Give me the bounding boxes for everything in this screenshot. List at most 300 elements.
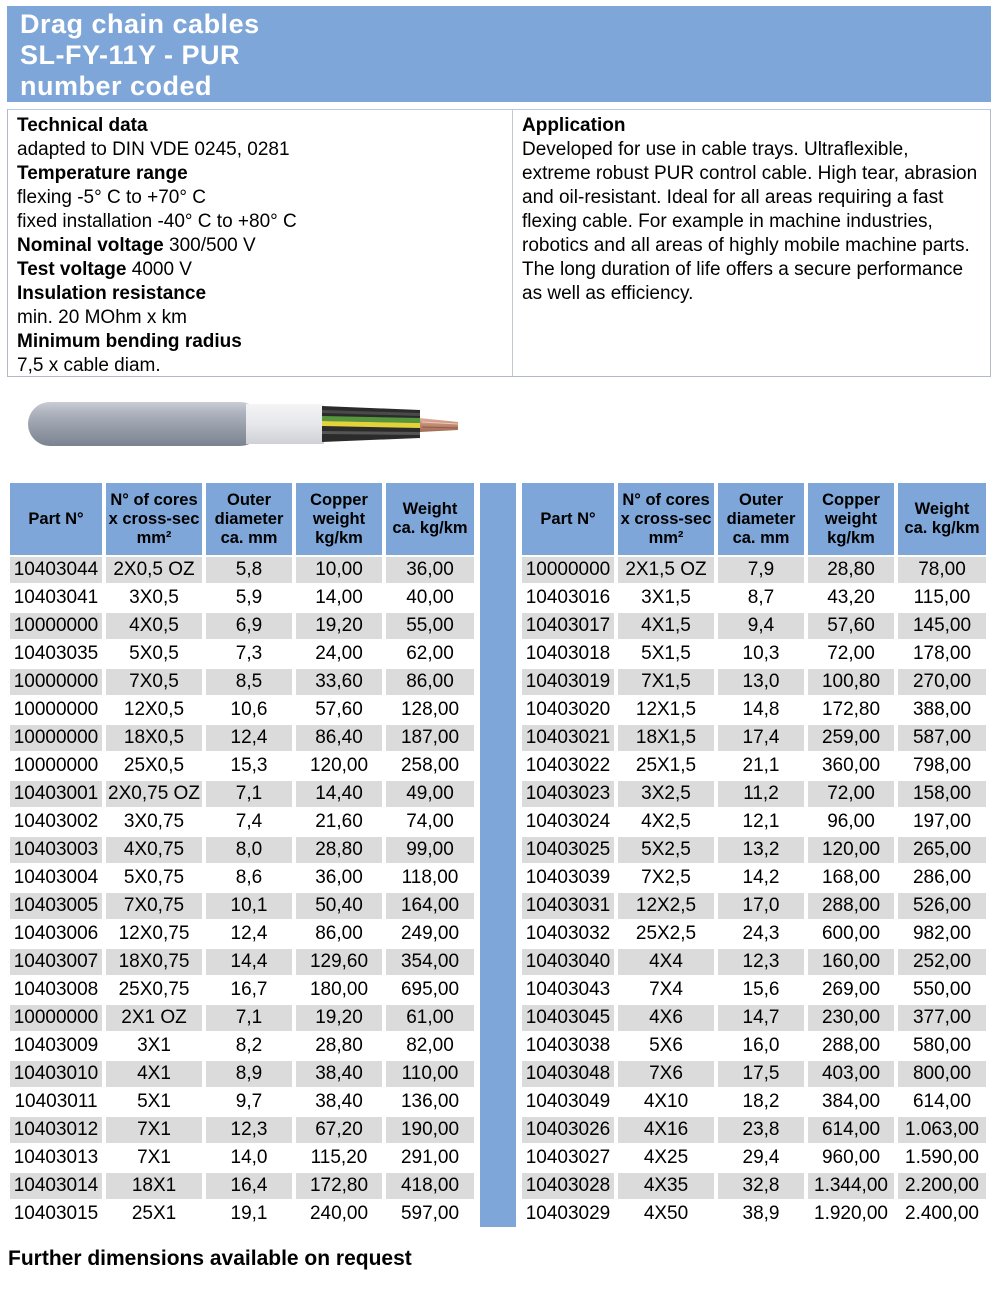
table-cell: 3X0,75: [123, 811, 185, 832]
table-cell: 10000000: [13, 699, 99, 720]
table-cell: 57,60: [808, 613, 894, 639]
table-cell: 9,4: [718, 613, 804, 639]
table-row: [10, 557, 474, 583]
table-cell: 10403023: [522, 781, 614, 807]
table-cell: 230,00: [808, 1005, 894, 1031]
table-row: [10, 1033, 474, 1059]
table-cell: 4X50: [643, 1203, 689, 1224]
table-cell: 1.920,00: [814, 1203, 888, 1224]
table-cell: 187,00: [386, 725, 474, 751]
table-cell: 38,40: [315, 1091, 363, 1112]
table-cell: 384,00: [821, 1091, 881, 1112]
table-cell: 115,20: [310, 1147, 368, 1168]
cable-copper-strands: [420, 418, 458, 432]
table-cell: 16,4: [206, 1173, 292, 1199]
table-cell: 10000000: [10, 725, 102, 751]
table-row: [10, 669, 474, 695]
table-cell: 10403005: [10, 893, 102, 919]
table-cell: 2X1 OZ: [106, 1005, 202, 1031]
table-row: [522, 585, 986, 611]
table-cell: 7X1: [106, 1117, 202, 1143]
table-row: [10, 1089, 474, 1115]
table-cell: 403,00: [808, 1061, 894, 1087]
table-cell: 10403043: [525, 979, 611, 1000]
header-cell: Part N°: [10, 483, 102, 555]
table-cell: 7X4: [649, 979, 683, 1000]
table-row: [522, 921, 986, 947]
header-row: [10, 483, 474, 555]
header-cell: Weight ca. kg/km: [386, 483, 474, 555]
table-row: [10, 1117, 474, 1143]
table-cell: 960,00: [821, 1147, 881, 1168]
table-cell: 14,0: [230, 1147, 268, 1168]
table-cell: 5X1: [137, 1091, 171, 1112]
table-cell: 120,00: [808, 837, 894, 863]
info-box: [7, 109, 991, 377]
table-cell: 4X1: [106, 1061, 202, 1087]
table-cell: 10,6: [230, 699, 268, 720]
table-cell: 10403039: [525, 867, 611, 888]
table-cell: 10403045: [522, 1005, 614, 1031]
table-row: [10, 725, 474, 751]
table-cell: 13,2: [718, 837, 804, 863]
table-cell: 19,20: [296, 613, 382, 639]
table-cell: 600,00: [821, 923, 881, 944]
table-cell: 158,00: [898, 781, 986, 807]
table-cell: 28,80: [296, 837, 382, 863]
table-cell: 72,00: [808, 781, 894, 807]
table-cell: 168,00: [821, 867, 881, 888]
table-cell: 61,00: [386, 1005, 474, 1031]
table-cell: 1.590,00: [905, 1147, 979, 1168]
table-cell: 12,3: [718, 949, 804, 975]
table-cell: 597,00: [400, 1203, 460, 1224]
table-cell: 86,00: [315, 923, 363, 944]
table-cell: 12X0,5: [123, 699, 185, 720]
table-cell: 5,8: [206, 557, 292, 583]
table-cell: 8,9: [206, 1061, 292, 1087]
tech-line: Technical data: [17, 115, 148, 136]
table-row: [522, 641, 986, 667]
table-cell: 5X6: [649, 1035, 683, 1056]
table-cell: 10403032: [525, 923, 611, 944]
table-cell: 18X0,5: [106, 725, 202, 751]
table-cell: 10403008: [13, 979, 99, 1000]
table-row: [10, 837, 474, 863]
table-cell: 10403016: [525, 587, 611, 608]
table-cell: 190,00: [386, 1117, 474, 1143]
table-cell: 14,40: [296, 781, 382, 807]
table-cell: 28,80: [808, 557, 894, 583]
table-row: [522, 1201, 986, 1227]
table-cell: 7X1,5: [618, 669, 714, 695]
table-cell: 3X2,5: [618, 781, 714, 807]
header-cell: Copper weight kg/km: [296, 483, 382, 555]
table-cell: 74,00: [406, 811, 454, 832]
table-cell: 12,3: [206, 1117, 292, 1143]
table-row: [522, 1061, 986, 1087]
table-row: [522, 977, 986, 1003]
table-cell: 259,00: [808, 725, 894, 751]
table-cell: 25X1,5: [635, 755, 697, 776]
table-cell: 25X2,5: [635, 923, 697, 944]
table-cell: 10403049: [525, 1091, 611, 1112]
table-row: [10, 753, 474, 779]
table-cell: 78,00: [898, 557, 986, 583]
spec-table-right: [518, 481, 990, 1229]
tech-line: min. 20 MOhm x km: [17, 307, 187, 328]
table-cell: 11,2: [718, 781, 804, 807]
table-cell: 5,9: [235, 587, 263, 608]
spec-table-left: [6, 481, 478, 1229]
table-cell: 270,00: [898, 669, 986, 695]
tech-line: adapted to DIN VDE 0245, 0281: [17, 139, 290, 160]
table-cell: 526,00: [898, 893, 986, 919]
table-cell: 10403009: [13, 1035, 99, 1056]
tech-line: Test voltage 4000 V: [17, 259, 192, 280]
table-cell: 10000000: [10, 669, 102, 695]
table-cell: 36,00: [315, 867, 363, 888]
table-row: [522, 1005, 986, 1031]
table-cell: 4X1,5: [618, 613, 714, 639]
table-cell: 258,00: [400, 755, 460, 776]
table-cell: 10403048: [522, 1061, 614, 1087]
table-cell: 17,0: [718, 893, 804, 919]
table-row: [10, 809, 474, 835]
table-cell: 2.400,00: [905, 1203, 979, 1224]
table-row: [10, 921, 474, 947]
table-cell: 15,6: [742, 979, 780, 1000]
table-cell: 10,00: [296, 557, 382, 583]
table-cell: 10403007: [10, 949, 102, 975]
footer-note: Further dimensions available on request: [8, 1247, 412, 1270]
cable-inner-sheath: [246, 404, 324, 444]
table-cell: 5X0,5: [129, 643, 179, 664]
table-cell: 3X0,5: [129, 587, 179, 608]
table-cell: 57,60: [315, 699, 363, 720]
table-cell: 2X1,5 OZ: [618, 557, 714, 583]
table-cell: 38,40: [296, 1061, 382, 1087]
table-cell: 7,9: [718, 557, 804, 583]
table-cell: 10403038: [525, 1035, 611, 1056]
table-cell: 7,4: [235, 811, 263, 832]
table-cell: 118,00: [401, 867, 459, 888]
table-cell: 33,60: [296, 669, 382, 695]
header-cell: N° of cores x cross-sec mm²: [106, 483, 202, 555]
table-cell: 29,4: [742, 1147, 780, 1168]
table-cell: 10403035: [13, 643, 99, 664]
table-cell: 24,3: [742, 923, 780, 944]
cable-illustration-svg: [28, 398, 458, 456]
table-cell: 377,00: [898, 1005, 986, 1031]
header-cell: Outer diameter ca. mm: [206, 483, 292, 555]
table-cell: 100,80: [808, 669, 894, 695]
table-cell: 10403004: [13, 867, 99, 888]
table-cell: 14,4: [206, 949, 292, 975]
table-cell: 28,80: [315, 1035, 363, 1056]
table-cell: 4X6: [618, 1005, 714, 1031]
table-row: [522, 725, 986, 751]
table-cell: 136,00: [400, 1091, 460, 1112]
table-cell: 4X0,5: [106, 613, 202, 639]
table-cell: 172,80: [296, 1173, 382, 1199]
table-cell: 38,9: [742, 1203, 780, 1224]
table-cell: 269,00: [821, 979, 881, 1000]
table-cell: 10000000: [10, 613, 102, 639]
table-cell: 10403010: [10, 1061, 102, 1087]
table-cell: 10403028: [522, 1173, 614, 1199]
table-cell: 160,00: [808, 949, 894, 975]
table-cell: 7X0,75: [106, 893, 202, 919]
tech-line: 7,5 x cable diam.: [17, 355, 161, 376]
table-cell: 4X2,5: [641, 811, 691, 832]
table-cell: 10000000: [522, 557, 614, 583]
table-cell: 10403027: [525, 1147, 611, 1168]
table-cell: 72,00: [827, 643, 875, 664]
table-cell: 288,00: [808, 893, 894, 919]
table-cell: 10403001: [10, 781, 102, 807]
table-cell: 128,00: [400, 699, 460, 720]
table-cell: 10403029: [525, 1203, 611, 1224]
table-row: [522, 1117, 986, 1143]
table-cell: 388,00: [912, 699, 972, 720]
table-cell: 10403018: [525, 643, 611, 664]
table-cell: 18X0,75: [106, 949, 202, 975]
table-cell: 36,00: [386, 557, 474, 583]
table-row: [10, 1005, 474, 1031]
table-cell: 418,00: [386, 1173, 474, 1199]
header-cell: Copper weight kg/km: [808, 483, 894, 555]
table-cell: 252,00: [898, 949, 986, 975]
table-cell: 5X1,5: [641, 643, 691, 664]
table-cell: 8,0: [206, 837, 292, 863]
table-cell: 10403044: [10, 557, 102, 583]
table-row: [522, 1173, 986, 1199]
table-row: [522, 1089, 986, 1115]
application-body: Developed for use in cable trays. Ultraflexible, extreme robust PUR control cable. High tear, abrasion and oil-resistant. Ideal for all areas requiring a fast flexing cable. For example in machine industries, robotics and all areas of highly mobile machine parts. The long duration of life offers a secure performance as well as efficiency.: [522, 139, 978, 304]
table-row: [10, 1201, 474, 1227]
title-banner: [7, 6, 991, 102]
table-cell: 5X2,5: [618, 837, 714, 863]
table-cell: 4X4: [618, 949, 714, 975]
table-row: [10, 949, 474, 975]
table-cell: 23,8: [718, 1117, 804, 1143]
table-cell: 10403006: [13, 923, 99, 944]
table-cell: 13,0: [718, 669, 804, 695]
table-cell: 695,00: [400, 979, 460, 1000]
table-row: [10, 613, 474, 639]
table-row: [522, 865, 986, 891]
table-cell: 18X1,5: [618, 725, 714, 751]
banner-title-line: number coded: [20, 71, 213, 101]
table-row: [522, 837, 986, 863]
table-cell: 10,1: [206, 893, 292, 919]
application-heading: Application: [522, 115, 626, 136]
table-row: [522, 753, 986, 779]
table-cell: 12X0,75: [118, 923, 190, 944]
table-cell: 180,00: [309, 979, 369, 1000]
table-row: [10, 781, 474, 807]
table-cell: 25X0,5: [123, 755, 185, 776]
table-cell: 110,00: [386, 1061, 474, 1087]
table-cell: 12,4: [230, 923, 268, 944]
header-cell: Part N°: [522, 483, 614, 555]
table-cell: 288,00: [821, 1035, 881, 1056]
table-cell: 7X1: [137, 1147, 171, 1168]
table-row: [522, 669, 986, 695]
table-cell: 8,7: [747, 587, 775, 608]
table-cell: 21,1: [742, 755, 780, 776]
table-cell: 8,2: [235, 1035, 263, 1056]
table-cell: 18X1: [106, 1173, 202, 1199]
table-cell: 7,1: [206, 781, 292, 807]
table-cell: 49,00: [386, 781, 474, 807]
table-cell: 9,7: [235, 1091, 263, 1112]
table-cell: 40,00: [406, 587, 454, 608]
table-cell: 10403014: [10, 1173, 102, 1199]
table-cell: 10403011: [14, 1091, 98, 1112]
table-cell: 587,00: [898, 725, 986, 751]
table-cell: 10,3: [742, 643, 780, 664]
table-cell: 580,00: [912, 1035, 972, 1056]
table-row: [10, 1061, 474, 1087]
banner-title-line: Drag chain cables: [20, 9, 260, 39]
tech-line: fixed installation -40° C to +80° C: [17, 211, 297, 232]
table-cell: 12,1: [742, 811, 780, 832]
table-cell: 178,00: [912, 643, 972, 664]
table-cell: 3X1,5: [641, 587, 691, 608]
table-row: [522, 893, 986, 919]
table-cell: 99,00: [386, 837, 474, 863]
header-cell: Weight ca. kg/km: [898, 483, 986, 555]
table-divider: [480, 483, 516, 1227]
table-cell: 10403031: [522, 893, 614, 919]
table-cell: 354,00: [386, 949, 474, 975]
table-cell: 24,00: [315, 643, 363, 664]
table-cell: 4X25: [643, 1147, 689, 1168]
table-cell: 14,2: [742, 867, 780, 888]
table-cell: 2X0,5 OZ: [106, 557, 202, 583]
table-cell: 19,20: [296, 1005, 382, 1031]
table-cell: 12X1,5: [635, 699, 697, 720]
table-cell: 3X1: [137, 1035, 171, 1056]
table-cell: 614,00: [912, 1091, 972, 1112]
table-cell: 10000000: [13, 755, 99, 776]
table-row: [10, 1145, 474, 1171]
table-row: [522, 949, 986, 975]
table-row: [522, 1033, 986, 1059]
table-row: [10, 893, 474, 919]
table-cell: 10403040: [522, 949, 614, 975]
tech-line: Nominal voltage 300/500 V: [17, 235, 256, 256]
header-row: [522, 483, 986, 555]
table-cell: 86,40: [296, 725, 382, 751]
table-row: [522, 557, 986, 583]
table-cell: 16,7: [230, 979, 268, 1000]
table-cell: 7X2,5: [641, 867, 691, 888]
table-row: [522, 809, 986, 835]
table-cell: 10403020: [525, 699, 611, 720]
table-cell: 120,00: [309, 755, 369, 776]
table-cell: 7X0,5: [106, 669, 202, 695]
table-cell: 10403021: [522, 725, 614, 751]
cable-image: [28, 398, 998, 460]
table-cell: 291,00: [400, 1147, 460, 1168]
table-row: [10, 977, 474, 1003]
application-pane: [513, 110, 990, 376]
table-cell: 12,4: [206, 725, 292, 751]
table-cell: 10403019: [522, 669, 614, 695]
table-cell: 4X0,75: [106, 837, 202, 863]
table-cell: 145,00: [898, 613, 986, 639]
table-cell: 4X35: [618, 1173, 714, 1199]
table-cell: 982,00: [912, 923, 972, 944]
table-cell: 2.200,00: [898, 1173, 986, 1199]
table-row: [10, 1173, 474, 1199]
table-cell: 5X0,75: [123, 867, 185, 888]
table-cell: 14,00: [315, 587, 363, 608]
table-cell: 197,00: [912, 811, 972, 832]
table-cell: 25X0,75: [118, 979, 190, 1000]
table-cell: 1.063,00: [898, 1117, 986, 1143]
table-cell: 249,00: [400, 923, 460, 944]
table-cell: 8,6: [235, 867, 263, 888]
table-cell: 7,3: [235, 643, 263, 664]
table-row: [522, 1145, 986, 1171]
table-cell: 55,00: [386, 613, 474, 639]
table-cell: 16,0: [742, 1035, 780, 1056]
table-cell: 800,00: [898, 1061, 986, 1087]
table-row: [10, 641, 474, 667]
table-cell: 18,2: [742, 1091, 780, 1112]
table-cell: 7,1: [206, 1005, 292, 1031]
header-cell: N° of cores x cross-sec mm²: [618, 483, 714, 555]
table-cell: 7X6: [618, 1061, 714, 1087]
table-cell: 86,00: [386, 669, 474, 695]
table-cell: 67,20: [296, 1117, 382, 1143]
technical-data-list: [8, 110, 513, 376]
table-cell: 172,80: [821, 699, 881, 720]
table-cell: 50,40: [296, 893, 382, 919]
table-cell: 10403002: [13, 811, 99, 832]
table-row: [10, 865, 474, 891]
table-cell: 21,60: [315, 811, 363, 832]
table-cell: 1.344,00: [808, 1173, 894, 1199]
table-cell: 62,00: [406, 643, 454, 664]
table-cell: 12X2,5: [618, 893, 714, 919]
table-row: [522, 697, 986, 723]
table-cell: 14,7: [718, 1005, 804, 1031]
table-cell: 10403025: [522, 837, 614, 863]
table-cell: 10403012: [10, 1117, 102, 1143]
table-cell: 10403017: [522, 613, 614, 639]
table-cell: 614,00: [808, 1117, 894, 1143]
table-cell: 43,20: [827, 587, 875, 608]
table-cell: 115,00: [913, 587, 971, 608]
table-cell: 360,00: [821, 755, 881, 776]
banner-title-line: SL-FY-11Y - PUR: [20, 40, 241, 70]
table-cell: 265,00: [898, 837, 986, 863]
tech-line: Minimum bending radius: [17, 331, 242, 352]
table-cell: 286,00: [912, 867, 972, 888]
tech-line: Temperature range: [17, 163, 188, 184]
table-cell: 10403015: [13, 1203, 99, 1224]
table-cell: 10403024: [525, 811, 611, 832]
table-cell: 15,3: [230, 755, 268, 776]
table-cell: 17,4: [718, 725, 804, 751]
table-cell: 6,9: [206, 613, 292, 639]
table-cell: 96,00: [827, 811, 875, 832]
